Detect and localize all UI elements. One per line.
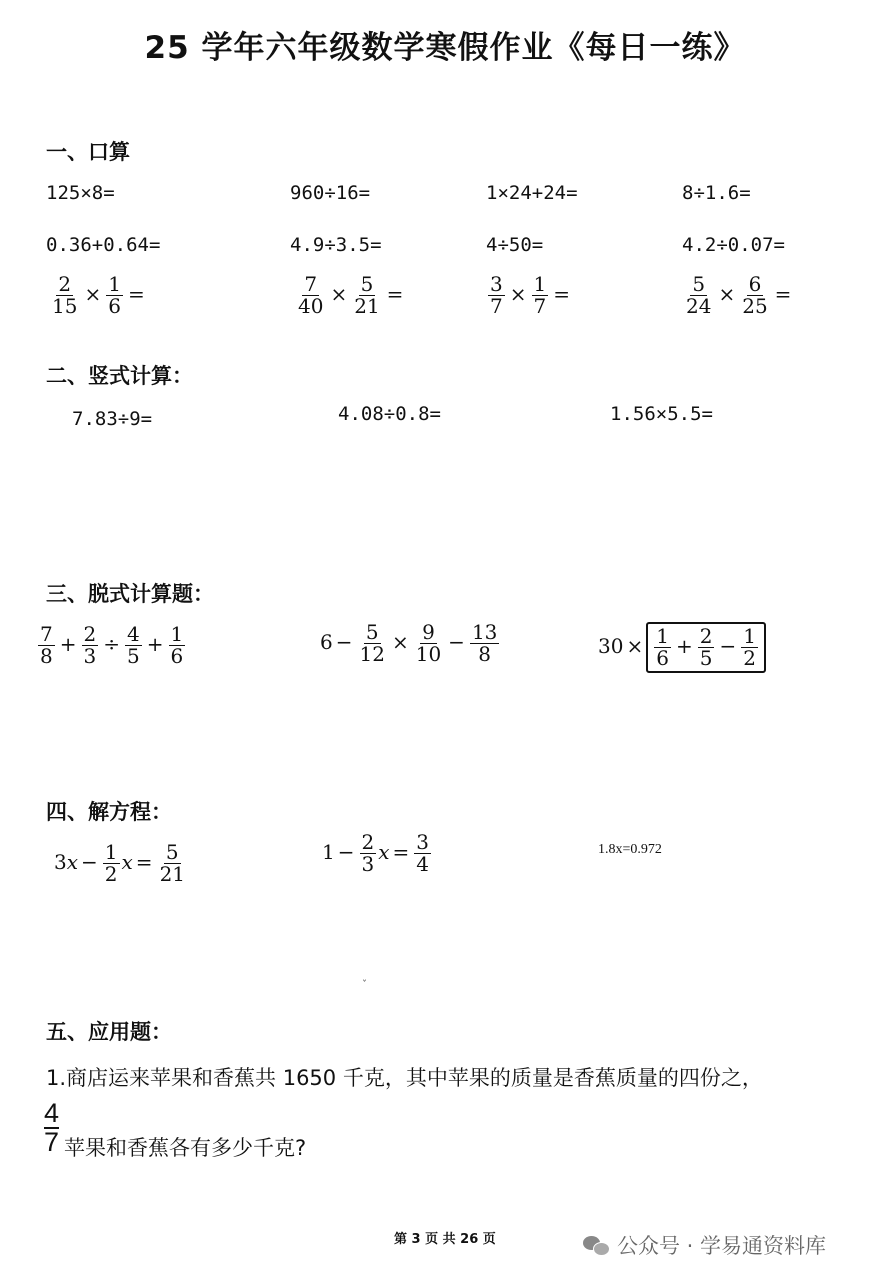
- oral-fraction-item: $\frac{7}{40}$ × $\frac{5}{21}$ =: [298, 272, 404, 318]
- fraction: $\frac{2}{15}$: [52, 272, 78, 318]
- wechat-icon: [583, 1234, 611, 1256]
- vertical-item: 1.56×5.5=: [610, 403, 713, 425]
- oral-fraction-item: $\frac{2}{15}$ × $\frac{1}{6}$ =: [52, 272, 145, 318]
- oral-item: 125×8=: [46, 182, 115, 204]
- watermark: [583, 1230, 826, 1260]
- page-title: 25 学年六年级数学寒假作业《每日一练》: [144, 30, 746, 66]
- oral-item: 960÷16=: [290, 182, 371, 204]
- stepwise-expression: 6 − $\frac{5}{12}$ × $\frac{9}{10}$ − $\frac{13}{8}$: [320, 620, 498, 666]
- application-problem-text: 1.商店运来苹果和香蕉共 1650 千克，其中苹果的质量是香蕉质量的四份之，: [46, 1066, 763, 1090]
- oral-item: 0.36+0.64=: [46, 234, 161, 256]
- section-heading-stepwise: 三、脱式计算题：: [46, 582, 214, 606]
- equation: 1.8x=0.972: [598, 842, 662, 857]
- application-problem-question: 苹果和香蕉各有多少千克?: [64, 1136, 307, 1160]
- fraction: $\frac{1}{6}$: [108, 272, 121, 318]
- equation: 1 − $\frac{2}{3}$ x = $\frac{3}{4}$: [322, 830, 430, 876]
- oral-item: 4.2÷0.07=: [682, 234, 785, 256]
- oral-item: 8÷1.6=: [682, 182, 751, 204]
- section-heading-equations: 四、解方程：: [46, 800, 172, 824]
- stepwise-expression: 30 × $\frac{1}{6}$ + $\frac{2}{5}$ − $\frac{1}{2}$: [598, 622, 766, 673]
- fraction: $\frac{5}{24}$: [686, 272, 712, 318]
- oral-item: 4.9÷3.5=: [290, 234, 382, 256]
- application-fraction: 4 7: [44, 1098, 60, 1157]
- equation: 3x − $\frac{1}{2}$ x = $\frac{5}{21}$: [54, 840, 186, 886]
- vertical-item: 4.08÷0.8=: [338, 403, 441, 425]
- section-heading-application: 五、应用题：: [46, 1020, 172, 1044]
- oral-item: 4÷50=: [486, 234, 544, 256]
- page-footer: 第 3 页 共 26 页: [394, 1232, 496, 1247]
- section-heading-vertical: 二、竖式计算：: [46, 364, 193, 388]
- oral-fraction-item: $\frac{3}{7}$ × $\frac{1}{7}$ =: [490, 272, 570, 318]
- fraction: $\frac{6}{25}$: [742, 272, 768, 318]
- stray-mark: ˇ: [362, 980, 367, 991]
- watermark-text: 公众号 · 学易通资料库: [617, 1234, 827, 1258]
- fraction: $\frac{3}{7}$: [490, 272, 503, 318]
- vertical-item: 7.83÷9=: [72, 408, 153, 430]
- bracket-group: $\frac{1}{6}$ + $\frac{2}{5}$ − $\frac{1}{2}$: [646, 622, 766, 673]
- section-heading-oral: 一、口算: [46, 140, 130, 164]
- oral-item: 1×24+24=: [486, 182, 578, 204]
- oral-fraction-item: $\frac{5}{24}$ × $\frac{6}{25}$ =: [686, 272, 792, 318]
- stepwise-expression: $\frac{7}{8}$ + $\frac{2}{3}$ ÷ $\frac{4}{5}$ + $\frac{1}{6}$: [40, 622, 184, 668]
- fraction: $\frac{5}{21}$: [354, 272, 380, 318]
- fraction: $\frac{7}{40}$: [298, 272, 324, 318]
- fraction: $\frac{1}{7}$: [533, 272, 547, 318]
